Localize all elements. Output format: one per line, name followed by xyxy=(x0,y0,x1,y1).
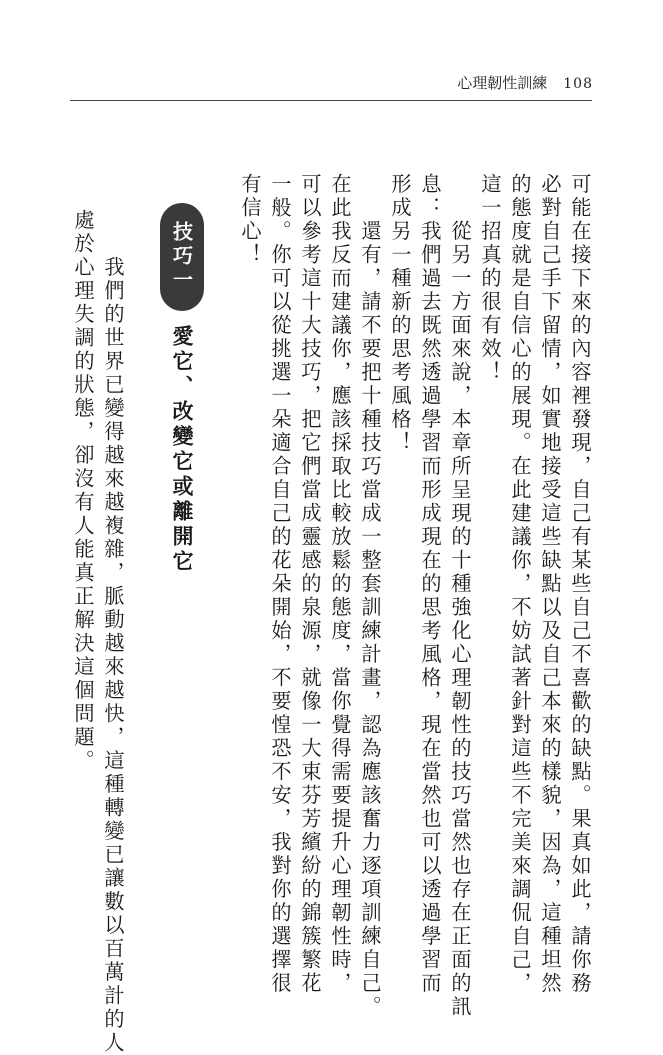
text-line: 必對自己手下留情，如實地接受這些缺點以及自己本來的樣貌，因為，這種坦然 xyxy=(538,173,562,996)
text-line: 在此我反而建議你，應該採取比較放鬆的態度，當你覺得需要提升心理韌性時， xyxy=(328,173,352,996)
body-text xyxy=(235,173,595,1019)
text-line: 從另一方面來說，本章所呈現的十種強化心理韌性的技巧當然也存在正面的訊 xyxy=(448,173,472,1019)
text-line: 形成另一種新的思考風格！ xyxy=(388,173,412,455)
text-line: 還有，請不要把十種技巧當成一整套訓練計畫，認為應該奮力逐項訓練自己。 xyxy=(358,173,382,1019)
text-line: 我們的世界已變得越來越複雜，脈動越來越快，這種轉變已讓數以百萬計的人 xyxy=(101,209,125,1055)
section-badge: 技巧一 xyxy=(160,203,204,311)
text-line: 息：我們過去既然透過學習而形成現在的思考風格，現在當然也可以透過學習而 xyxy=(418,173,442,996)
text-line: 的態度就是自信心的展現。在此建議你，不妨試著針對這些不完美來調侃自己， xyxy=(508,173,532,996)
text-line: 處於心理失調的狀態，卻沒有人能真正解決這個問題。 xyxy=(71,209,95,773)
text-line: 這一招真的很有效！ xyxy=(478,173,502,385)
running-header-title: 心理韌性訓練 xyxy=(457,74,548,92)
text-line: 可能在接下來的內容裡發現，自己有某些自己不喜歡的缺點。果真如此，請你務 xyxy=(568,173,592,996)
text-line: 可以參考這十大技巧，把它們當成靈感的泉源，就像一大束芬芳繽紛的錦簇繁花 xyxy=(298,173,322,996)
header-rule xyxy=(70,100,592,101)
section-heading xyxy=(160,203,204,575)
running-header xyxy=(457,72,593,93)
section-body-text xyxy=(68,209,128,1055)
page-number: 108 xyxy=(563,76,593,92)
text-line: 有信心！ xyxy=(238,173,262,267)
section-title: 愛它、改變它或離開它 xyxy=(170,325,194,575)
text-line: 一般。你可以從挑選一朵適合自己的花朵開始，不要惶恐不安，我對你的選擇很 xyxy=(268,173,292,996)
